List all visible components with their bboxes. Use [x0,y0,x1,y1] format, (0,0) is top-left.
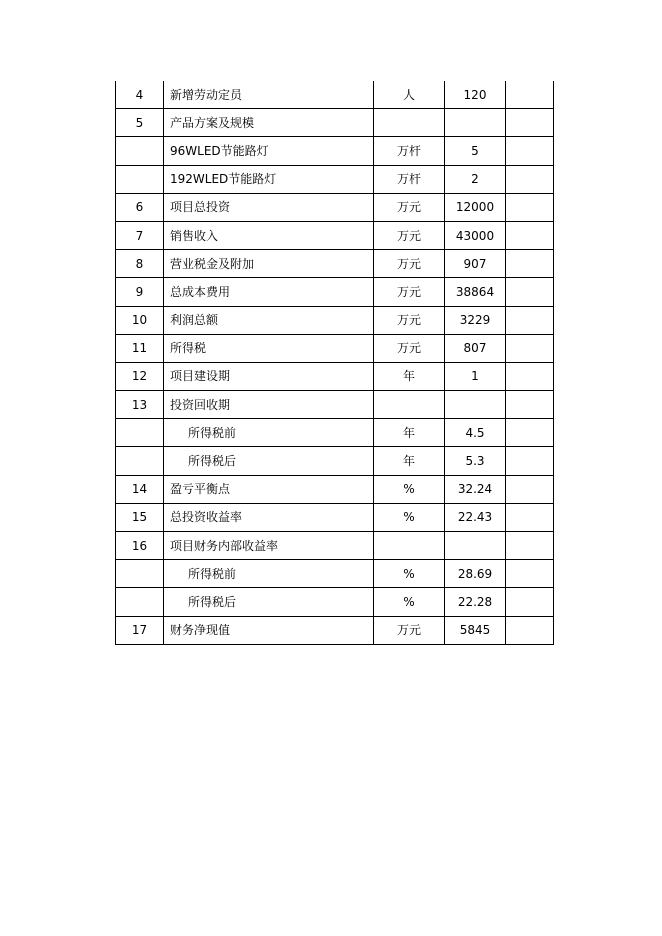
indicator-name-cell: 产品方案及规模 [164,109,374,137]
row-number-cell: 6 [116,193,164,221]
indicator-name-cell: 项目总投资 [164,193,374,221]
table-row [116,419,554,447]
row-number-cell: 5 [116,109,164,137]
indicator-name-cell: 投资回收期 [164,391,374,419]
indicator-name-cell: 新增劳动定员 [164,81,374,109]
indicator-name-cell: 盈亏平衡点 [164,475,374,503]
blank-cell [506,193,554,221]
unit-cell [374,391,445,419]
indicator-name-cell: 所得税 [164,334,374,362]
indicator-name-cell: 所得税后 [164,447,374,475]
row-number-cell [116,137,164,165]
unit-cell: % [374,588,445,616]
blank-cell [506,334,554,362]
unit-cell: 年 [374,447,445,475]
indicator-table-body [116,81,554,644]
value-cell: 5 [445,137,506,165]
value-cell: 3229 [445,306,506,334]
unit-cell: 万杆 [374,165,445,193]
indicator-name-cell: 项目财务内部收益率 [164,532,374,560]
row-number-cell [116,419,164,447]
value-cell: 807 [445,334,506,362]
value-cell: 120 [445,81,506,109]
table-row [116,447,554,475]
unit-cell [374,532,445,560]
value-cell: 5845 [445,616,506,644]
row-number-cell: 9 [116,278,164,306]
blank-cell [506,588,554,616]
row-number-cell: 12 [116,362,164,390]
indicator-name-cell: 项目建设期 [164,362,374,390]
value-cell: 12000 [445,193,506,221]
blank-cell [506,278,554,306]
table-row [116,81,554,109]
unit-cell: 万元 [374,221,445,249]
table-row [116,391,554,419]
blank-cell [506,250,554,278]
indicator-name-cell: 总投资收益率 [164,503,374,531]
indicator-name-cell: 财务净现值 [164,616,374,644]
value-cell: 2 [445,165,506,193]
blank-cell [506,503,554,531]
row-number-cell: 8 [116,250,164,278]
value-cell [445,109,506,137]
row-number-cell: 11 [116,334,164,362]
value-cell: 1 [445,362,506,390]
blank-cell [506,81,554,109]
table-row [116,165,554,193]
value-cell: 5.3 [445,447,506,475]
table-row [116,588,554,616]
table-row [116,475,554,503]
blank-cell [506,447,554,475]
table-row [116,250,554,278]
blank-cell [506,419,554,447]
unit-cell: % [374,503,445,531]
value-cell: 907 [445,250,506,278]
table-row [116,503,554,531]
indicator-table-container [115,81,554,645]
value-cell: 43000 [445,221,506,249]
table-row [116,109,554,137]
value-cell: 28.69 [445,560,506,588]
blank-cell [506,165,554,193]
unit-cell: 万元 [374,334,445,362]
unit-cell: % [374,560,445,588]
table-row [116,306,554,334]
table-row [116,221,554,249]
unit-cell [374,109,445,137]
unit-cell: 万元 [374,250,445,278]
blank-cell [506,560,554,588]
blank-cell [506,137,554,165]
row-number-cell: 4 [116,81,164,109]
value-cell [445,391,506,419]
row-number-cell: 17 [116,616,164,644]
row-number-cell: 13 [116,391,164,419]
indicator-name-cell: 192WLED节能路灯 [164,165,374,193]
value-cell: 4.5 [445,419,506,447]
indicator-table [115,81,554,645]
row-number-cell: 16 [116,532,164,560]
row-number-cell: 10 [116,306,164,334]
indicator-name-cell: 所得税前 [164,419,374,447]
blank-cell [506,221,554,249]
blank-cell [506,362,554,390]
unit-cell: 年 [374,419,445,447]
row-number-cell [116,588,164,616]
unit-cell: 年 [374,362,445,390]
unit-cell: 人 [374,81,445,109]
value-cell: 22.43 [445,503,506,531]
row-number-cell [116,447,164,475]
row-number-cell [116,165,164,193]
blank-cell [506,616,554,644]
table-row [116,137,554,165]
indicator-name-cell: 所得税后 [164,588,374,616]
table-row [116,616,554,644]
indicator-name-cell: 销售收入 [164,221,374,249]
indicator-name-cell: 96WLED节能路灯 [164,137,374,165]
row-number-cell: 15 [116,503,164,531]
value-cell [445,532,506,560]
blank-cell [506,532,554,560]
row-number-cell [116,560,164,588]
table-row [116,278,554,306]
indicator-name-cell: 利润总额 [164,306,374,334]
table-row [116,334,554,362]
unit-cell: 万杆 [374,137,445,165]
unit-cell: 万元 [374,193,445,221]
unit-cell: 万元 [374,278,445,306]
blank-cell [506,475,554,503]
table-row [116,193,554,221]
indicator-name-cell: 营业税金及附加 [164,250,374,278]
table-row [116,560,554,588]
unit-cell: 万元 [374,306,445,334]
row-number-cell: 14 [116,475,164,503]
unit-cell: % [374,475,445,503]
unit-cell: 万元 [374,616,445,644]
indicator-name-cell: 总成本费用 [164,278,374,306]
value-cell: 22.28 [445,588,506,616]
indicator-name-cell: 所得税前 [164,560,374,588]
blank-cell [506,109,554,137]
table-row [116,362,554,390]
blank-cell [506,391,554,419]
blank-cell [506,306,554,334]
table-row [116,532,554,560]
value-cell: 38864 [445,278,506,306]
row-number-cell: 7 [116,221,164,249]
value-cell: 32.24 [445,475,506,503]
